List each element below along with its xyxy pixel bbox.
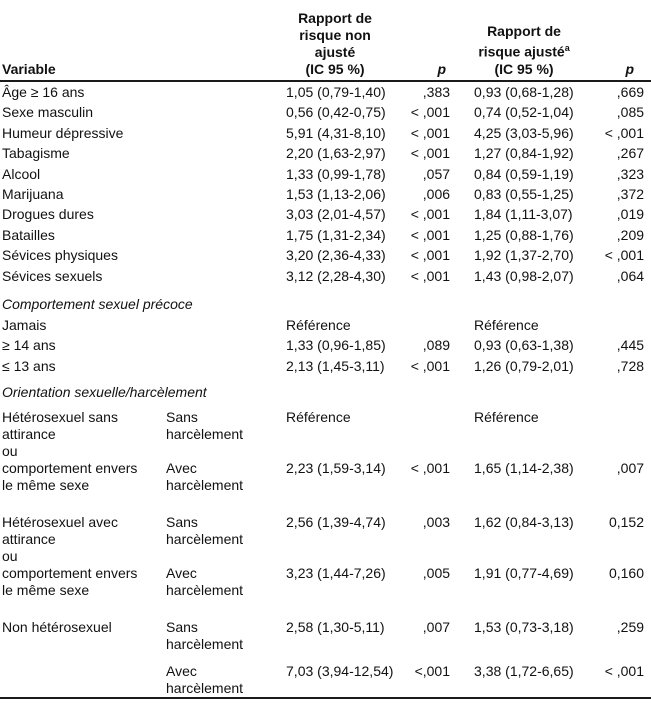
p-value: 0,160 [608,565,645,582]
unadjusted-p: < ,001 [410,104,451,121]
adjusted-p: ,323 [616,165,645,182]
row-label: Âge ≥ 16 ans [2,84,85,100]
sub-label-line: harcèlement [166,531,244,548]
section-title: Orientation sexuelle/harcèlement [2,384,207,401]
section-title-row [0,380,648,405]
row-label: Tabagisme [2,145,70,162]
header-p1: p [437,61,447,77]
adjusted-p: ,085 [616,104,645,121]
section-title-row [0,292,648,317]
unadjusted-p: < ,001 [410,247,451,264]
table-row [0,460,648,510]
unadjusted-ci: 2,13 (1,45-3,11) [286,357,385,374]
row-label: Drogues dures [2,206,94,223]
ci-value: 1,91 (0,77-4,69) [474,565,574,582]
group-label-line: le même sexe [2,477,90,494]
unadjusted-p: ,006 [422,185,451,202]
group-label-line: comportement envers [2,460,138,477]
unadjusted-ci: 0,56 (0,42-0,75) [286,104,386,121]
ci-value: 3,23 (1,44-7,26) [286,565,386,582]
p-value: < ,001 [410,460,451,477]
adjusted-ci: 0,93 (0,68-1,28) [474,84,574,100]
row-label: ≤ 13 ans [2,357,56,374]
group-label-line: attirance [2,426,56,443]
unadjusted-ci: 2,20 (1,63-2,97) [286,145,386,162]
sub-label-line: Sans [166,514,198,531]
group-label [0,405,166,460]
table-row [0,125,648,145]
table-row [0,337,648,357]
sub-label-line: harcèlement [166,477,244,494]
adjusted-ci: 1,84 (1,11-3,07) [474,206,573,223]
table-row [0,317,648,337]
group-label-cont [0,565,166,615]
row-label: Jamais [2,316,47,333]
adjusted-p: ,728 [616,357,645,374]
ci-value: 7,03 (3,94-12,54) [286,663,394,680]
sub-label-line: harcèlement [166,680,244,697]
header-rule [0,80,651,82]
table-row [0,206,648,226]
header-adjusted-l1: Rapport de [487,23,561,40]
row-label: Sévices physiques [2,247,118,264]
adjusted-ci: 1,43 (0,98-2,07) [474,267,574,284]
group-label-line: Hétérosexuel sans [2,409,118,426]
ci-value: 2,58 (1,30-5,11) [286,619,385,636]
table-row [0,104,648,124]
ci-value: 1,62 (0,84-3,13) [474,514,574,531]
row-label: Batailles [2,226,55,243]
unadjusted-ci: 1,33 (0,96-1,85) [286,337,386,354]
sub-label [166,510,266,565]
unadjusted-p: < ,001 [410,267,451,284]
table-header [0,0,648,80]
bottom-rule [0,697,651,699]
p-value: ,259 [616,619,645,636]
table-row [0,166,648,186]
group-label-cont [0,460,166,510]
unadjusted-p: ,057 [422,165,451,182]
table-row [0,268,648,288]
header-unadjusted-l1: Rapport de [298,10,372,26]
header-unadjusted-l3: ajusté [314,44,356,60]
unadjusted-ci: 1,33 (0,99-1,78) [286,165,386,182]
table-row [0,84,648,104]
table-row [0,615,648,663]
unadjusted-ci: 3,03 (2,01-4,57) [286,206,386,223]
adjusted-p: ,669 [616,84,645,100]
header-unadjusted-l4: (IC 95 %) [305,61,365,77]
unadjusted-p: < ,001 [410,145,451,162]
row-label: ≥ 14 ans [2,337,56,354]
table-row [0,358,648,378]
unadjusted-p: < ,001 [410,124,451,141]
p-value: ,003 [422,514,451,531]
p-value: <,001 [414,663,451,680]
sub-label-line: harcèlement [166,426,244,443]
adjusted-p: < ,001 [604,247,645,264]
row-label: Sexe masculin [2,104,94,121]
unadjusted-ci: 1,05 (0,79-1,40) [286,84,386,100]
row-label: Marijuana [2,185,64,202]
unadjusted-ci: 5,91 (4,31-8,10) [286,124,386,141]
sub-label-line: Sans [166,409,198,426]
group-label-line: ou [2,548,18,565]
table-row [0,565,648,615]
unadjusted-ci: 1,53 (1,13-2,06) [286,185,386,202]
header-adjusted-l2: risque ajusté [478,44,565,60]
ci-value: Référence [474,409,539,426]
section-title: Comportement sexuel précoce [2,295,193,312]
p-value: ,007 [422,619,451,636]
header-adjusted-sup: a [564,43,570,54]
adjusted-p: ,019 [616,206,645,223]
group-label-line: attirance [2,531,56,548]
group-label [0,615,166,663]
unadjusted-ci: Référence [286,316,351,333]
header-p2: p [625,61,635,77]
sub-label [166,460,266,510]
adjusted-ci: Référence [474,316,539,333]
group-label-line: ou [2,443,18,460]
ci-value: 1,53 (0,73-3,18) [474,619,574,636]
header-unadjusted [266,0,404,80]
unadjusted-p: ,383 [422,84,451,100]
p-value [594,405,648,460]
p-value [404,405,454,460]
adjusted-ci: 0,83 (0,55-1,25) [474,185,574,202]
ci-value: 3,38 (1,72-6,65) [474,663,574,680]
sub-label-line: Avec [166,565,197,582]
group-label-line: Hétérosexuel avec [2,514,118,531]
sub-label-line: Avec [166,663,197,680]
p-value: 0,152 [608,514,645,531]
adjusted-p: ,372 [616,185,645,202]
ci-value: 2,56 (1,39-4,74) [286,514,386,531]
header-unadjusted-l2: risque non [299,27,371,43]
adjusted-ci: 1,26 (0,79-2,01) [474,357,574,374]
row-label: Humeur dépressive [2,124,124,141]
adjusted-ci: 0,84 (0,59-1,19) [474,165,574,182]
header-adjusted-l3: (IC 95 %) [494,61,554,77]
sub-label [166,405,266,460]
sub-label-line: harcèlement [166,636,244,653]
adjusted-p: ,445 [616,337,645,354]
sub-label-line: Sans [166,619,198,636]
adjusted-p: < ,001 [604,124,645,141]
unadjusted-ci: 3,20 (2,36-4,33) [286,247,386,264]
adjusted-p: ,209 [616,226,645,243]
table-body [0,80,648,703]
header-adjusted [454,0,594,80]
table-row [0,510,648,565]
group-label-line: le même sexe [2,582,90,599]
adjusted-p [594,317,648,337]
adjusted-p: ,267 [616,145,645,162]
table-row [0,405,648,460]
p-value: ,007 [616,460,645,477]
ci-value: 2,23 (1,59-3,14) [286,460,386,477]
sub-label [166,615,266,663]
header-variable: Variable [2,61,56,77]
unadjusted-p: < ,001 [410,206,451,223]
adjusted-ci: 1,27 (0,84-1,92) [474,145,574,162]
row-label: Alcool [2,165,41,182]
unadjusted-p [404,317,454,337]
adjusted-ci: 0,74 (0,52-1,04) [474,104,574,121]
adjusted-ci: 1,25 (0,88-1,76) [474,226,574,243]
row-label: Sévices sexuels [2,267,103,284]
unadjusted-ci: 3,12 (2,28-4,30) [286,267,386,284]
p-value: ,005 [422,565,451,582]
group-label-line: Non hétérosexuel [2,619,112,636]
adjusted-ci: 4,25 (3,03-5,96) [474,124,574,141]
sub-label-line: harcèlement [166,582,244,599]
ci-value: Référence [286,409,351,426]
table-row [0,186,648,206]
p-value: < ,001 [604,663,645,680]
adjusted-p: ,064 [616,267,645,284]
sub-label [166,565,266,615]
unadjusted-p: < ,001 [410,226,451,243]
table-row [0,247,648,267]
ci-value: 1,65 (1,14-2,38) [474,460,574,477]
group-label-line: comportement envers [2,565,138,582]
unadjusted-ci: 1,75 (1,31-2,34) [286,226,386,243]
table-row [0,227,648,247]
unadjusted-p: ,089 [422,337,451,354]
adjusted-ci: 0,93 (0,63-1,38) [474,337,574,354]
table-row [0,145,648,165]
unadjusted-p: < ,001 [410,357,451,374]
adjusted-ci: 1,92 (1,37-2,70) [474,247,574,264]
sub-label-line: Avec [166,460,197,477]
group-label [0,510,166,565]
